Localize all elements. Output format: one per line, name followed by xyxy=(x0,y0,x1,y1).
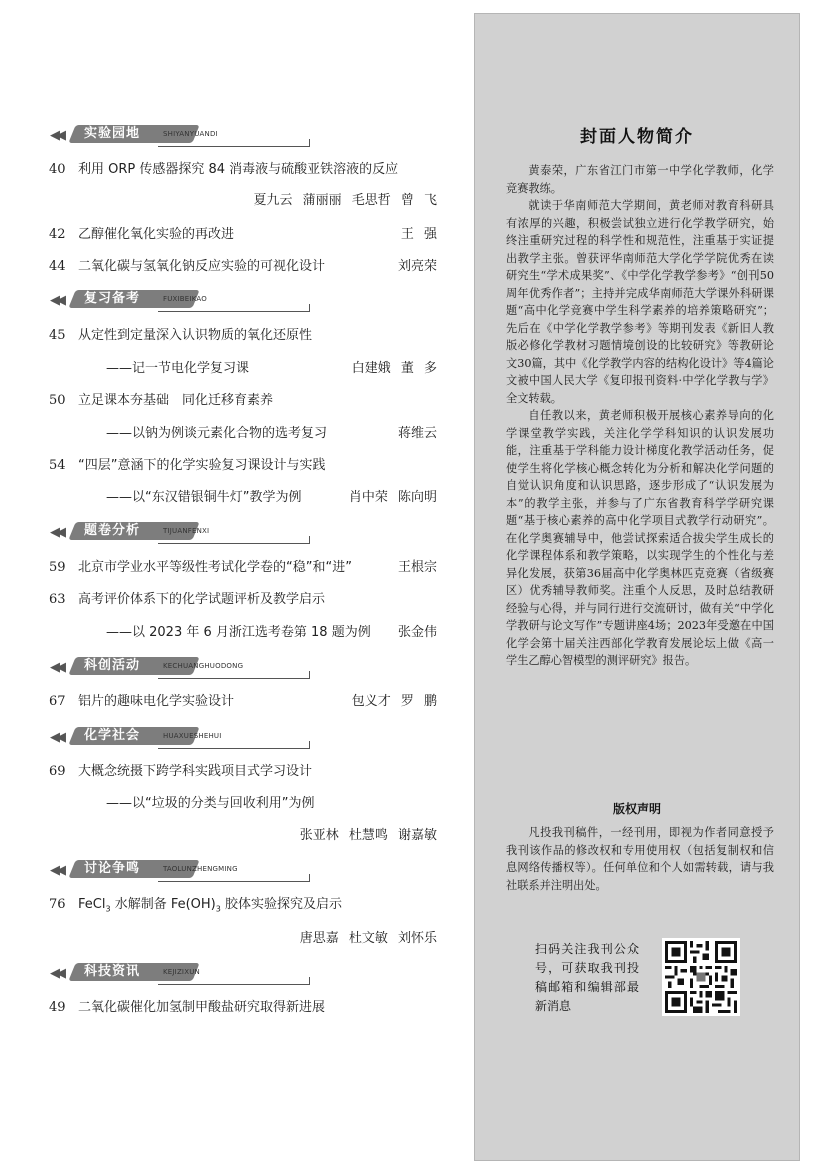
section-pinyin: HUAXUESHEHUI xyxy=(163,732,222,740)
double-arrow-icon: ◀◀ xyxy=(50,128,62,143)
rule-end xyxy=(309,977,310,985)
entry-page: 67 xyxy=(49,694,66,709)
entry-authors: 肖中荣 陈向明 xyxy=(348,490,437,505)
entry-authors: 张亚林 杜慧鸣 谢嘉敏 xyxy=(299,828,437,843)
bio-paragraph: 就读于华南师范大学期间，黄老师对教育科研具有浓厚的兴趣，积极尝试独立进行化学教学研究，始终注重研究过程的科学性和规范性，注重基于实证提出教学主张。曾获评华南师范大学化学学院优秀在读研究生“学术成果奖”、《中学化学教学参考》“创刊50周年优秀作者”；主持并完成华南师范大学课外科研课题“高中化学竞赛中学生科学素养的培养策略研究”；先后在《中学化学教学参考》等期刊发表《新旧人教版必修化学教材习题情境创设的比较研究》等教研论文30篇，其中《化学教学内容的结构化设计》等4篇论文被中国人民大学《复印报刊资料·中学化学教与学》全文转载。 xyxy=(506,199,774,405)
section-rule xyxy=(158,146,310,147)
bio-paragraph: 黄泰荣，广东省江门市第一中学化学教师，化学竞赛教练。 xyxy=(506,164,774,195)
section-rule xyxy=(158,881,310,882)
entry-subtitle: ——以 2023 年 6 月浙江选考卷第 18 题为例 xyxy=(106,625,371,640)
entry-title: “四层”意涵下的化学实验复习课设计与实践 xyxy=(78,458,326,473)
section-pinyin: TIJUANFENXI xyxy=(163,527,210,535)
rule-end xyxy=(309,536,310,544)
rule-end xyxy=(309,139,310,147)
panel-title: 封面人物简介 xyxy=(580,127,694,147)
double-arrow-icon: ◀◀ xyxy=(50,863,62,878)
entry-authors: 蒋维云 xyxy=(397,426,437,441)
bio-text xyxy=(506,162,774,670)
entry-authors: 夏九云 蒲丽丽 毛思哲 曾 飞 xyxy=(253,193,437,208)
section-header-fuxibeikao xyxy=(48,288,310,312)
section-rule xyxy=(158,543,310,544)
section-header-shiyanyuandi xyxy=(48,123,310,147)
entry-authors: 张金伟 xyxy=(397,625,437,640)
entry-authors: 唐思嘉 杜文敏 刘怀乐 xyxy=(299,931,437,946)
entry-authors: 王根宗 xyxy=(397,560,437,575)
cover-person-panel xyxy=(474,13,800,1161)
entry-authors: 白建娥 董 多 xyxy=(351,361,437,376)
section-rule xyxy=(158,311,310,312)
entry-title: 高考评价体系下的化学试题评析及教学启示 xyxy=(78,592,326,607)
section-pinyin: SHIYANYUANDI xyxy=(163,130,218,138)
entry-page: 59 xyxy=(49,560,66,575)
entry-subtitle: ——以“垃圾的分类与回收利用”为例 xyxy=(106,796,315,811)
section-name: 科技资讯 xyxy=(84,964,141,979)
title-part: 水解制备 Fe(OH) xyxy=(110,897,216,912)
double-arrow-icon: ◀◀ xyxy=(50,293,62,308)
section-name: 实验园地 xyxy=(84,126,141,141)
rule-end xyxy=(309,874,310,882)
section-header-kechuanghuodong xyxy=(48,655,310,679)
title-subscript: 3 xyxy=(215,904,221,914)
section-name: 题卷分析 xyxy=(84,523,141,538)
entry-authors: 包义才 罗 鹏 xyxy=(351,694,437,709)
entry-authors: 王 强 xyxy=(400,227,437,242)
title-subscript: 3 xyxy=(105,904,111,914)
double-arrow-icon: ◀◀ xyxy=(50,660,62,675)
section-pinyin: FUXIBEIKAO xyxy=(163,295,207,303)
entry-page: 40 xyxy=(49,162,66,177)
section-rule xyxy=(158,984,310,985)
section-header-kejizixun xyxy=(48,961,310,985)
title-part: 胶体实验探究及启示 xyxy=(220,897,342,912)
double-arrow-icon: ◀◀ xyxy=(50,730,62,745)
entry-page: 54 xyxy=(49,458,66,473)
entry-title: 二氧化碳与氢氧化钠反应实验的可视化设计 xyxy=(78,259,326,274)
rule-end xyxy=(309,671,310,679)
entry-title xyxy=(78,897,342,918)
entry-title: 大概念统摄下跨学科实践项目式学习设计 xyxy=(78,764,313,779)
entry-page: 69 xyxy=(49,764,66,779)
entry-subtitle: ——记一节电化学复习课 xyxy=(106,361,250,376)
section-pinyin: KECHUANGHUODONG xyxy=(163,662,244,670)
entry-page: 49 xyxy=(49,1000,66,1015)
entry-title: 北京市学业水平等级性考试化学卷的“稳”和“进” xyxy=(78,560,352,575)
title-part: FeCl xyxy=(78,897,106,912)
entry-page: 42 xyxy=(49,227,66,242)
scan-prompt: 扫码关注我刊公众号，可获取我刊投稿邮箱和编辑部最新消息 xyxy=(535,942,639,1013)
entry-title: 铝片的趣味电化学实验设计 xyxy=(78,694,235,709)
entry-authors: 刘亮荣 xyxy=(397,259,437,274)
section-pinyin: TAOLUNZHENGMING xyxy=(163,865,238,873)
entry-page: 45 xyxy=(49,328,66,343)
copyright-text: 凡投我刊稿件，一经刊用，即视为作者同意授予我刊该作品的修改权和专用使用权（包括复制权和信息网络传播权等）。任何单位和个人如需转载，请与我社联系并注明出处。 xyxy=(506,826,774,892)
entry-page: 76 xyxy=(49,897,66,912)
rule-end xyxy=(309,741,310,749)
entry-title: 乙醇催化氧化实验的再改进 xyxy=(78,227,235,242)
copyright-title: 版权声明 xyxy=(612,802,661,816)
entry-page: 44 xyxy=(49,259,66,274)
rule-end xyxy=(309,304,310,312)
entry-page: 50 xyxy=(49,393,66,408)
section-name: 化学社会 xyxy=(84,728,141,743)
bio-paragraph: 自任教以来，黄老师积极开展核心素养导向的化学课堂教学实践，关注化学学科知识的认识发展功能，注重基于学科能力设计梯度化教学活动任务，促使学生将化学核心概念转化为分析和解决化学问题的自觉认识角度和认识思路，逐步形成了“认识发展为本”的教学主张，并参与了广东省教育科学学研究课题“基于核心素养的高中化学项目式教学行动研究”。在化学奥赛辅导中，他尝试探索适合拔尖学生成长的化学课程体系和教学策略，以实现学生的个性化与差异化发展，获第36届高中化学奥林匹克竞赛（省级赛区）优秀辅导教师奖。注重个人反思，及时总结教研经验与心得，并与同行进行交流研讨，做有关“中学化学教研与论文写作”专题讲座4场；2023年受邀在中国化学会第十届关注西部化学教育发展论坛上做《高一学生乙醇心智模型的测评研究》报告。 xyxy=(506,409,774,667)
entry-title: 从定性到定量深入认识物质的氧化还原性 xyxy=(78,328,313,343)
double-arrow-icon: ◀◀ xyxy=(50,525,62,540)
section-header-tijuanfenxi xyxy=(48,520,310,544)
entry-title: 立足课本夯基础 同化迁移育素养 xyxy=(78,393,274,408)
section-pinyin: KEJIZIXUN xyxy=(163,968,200,976)
entry-subtitle: ——以“东汉错银铜牛灯”教学为例 xyxy=(106,490,302,505)
section-name: 复习备考 xyxy=(84,291,141,306)
section-header-huaxueshehui xyxy=(48,725,310,749)
entry-title: 二氧化碳催化加氢制甲酸盐研究取得新进展 xyxy=(78,1000,326,1015)
entry-title: 利用 ORP 传感器探究 84 消毒液与硫酸亚铁溶液的反应 xyxy=(78,162,399,177)
qr-code-icon[interactable] xyxy=(662,938,740,1016)
double-arrow-icon: ◀◀ xyxy=(50,966,62,981)
section-name: 科创活动 xyxy=(84,658,141,673)
section-name: 讨论争鸣 xyxy=(84,861,141,876)
section-header-taolunzhengming xyxy=(48,858,310,882)
entry-subtitle: ——以钠为例谈元素化合物的选考复习 xyxy=(106,426,328,441)
section-rule xyxy=(158,678,310,679)
entry-page: 63 xyxy=(49,592,66,607)
section-rule xyxy=(158,748,310,749)
